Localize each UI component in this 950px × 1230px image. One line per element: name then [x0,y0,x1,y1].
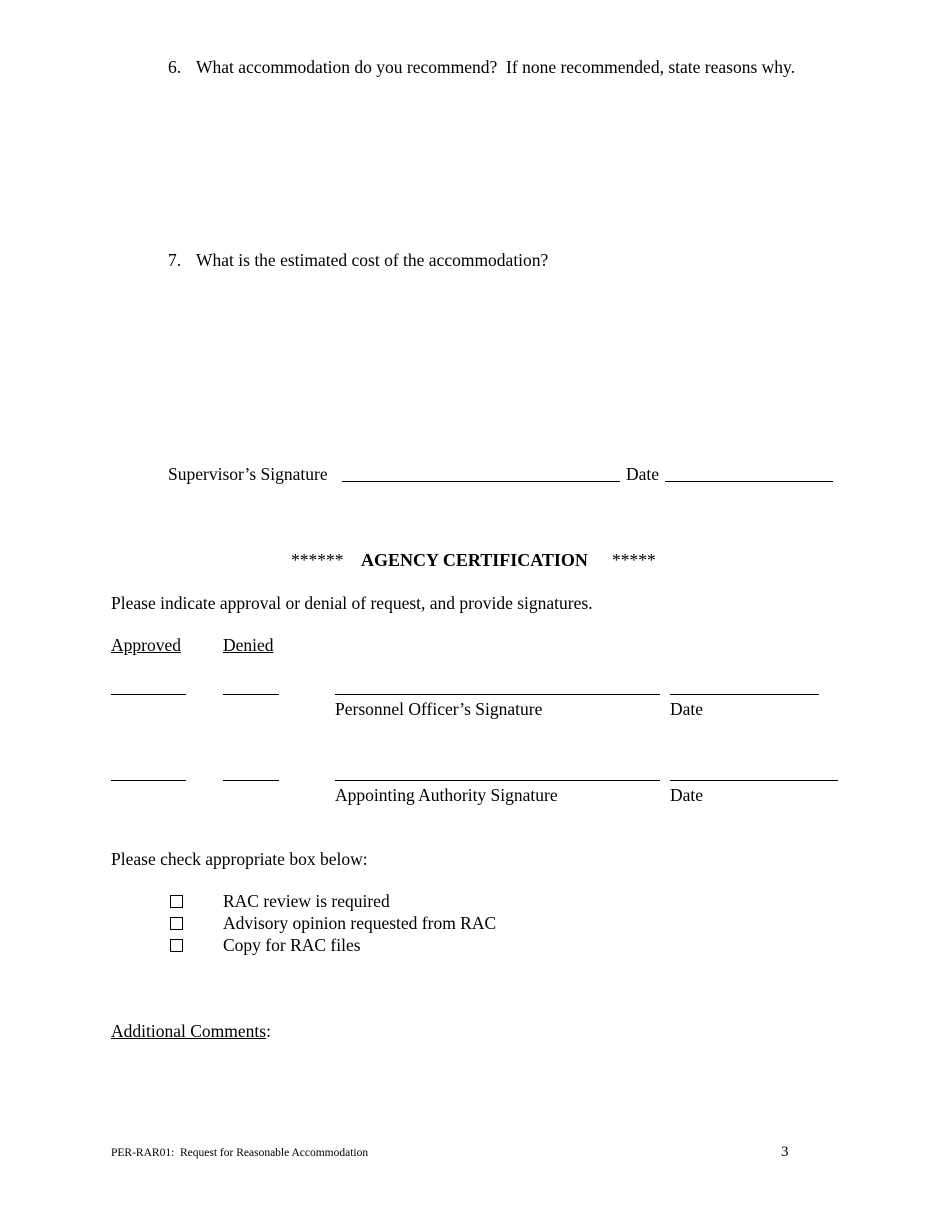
footer-form-id: PER-RAR01: Request for Reasonable Accommodation [111,1147,369,1159]
personnel-signature-label: Personnel Officer’s Signature [335,699,543,719]
appointing-approved-blank[interactable] [111,780,186,781]
personnel-denied-blank[interactable] [223,694,279,695]
personnel-date-line[interactable] [670,694,819,695]
heading-stars-left: ****** [291,550,344,570]
personnel-approved-blank[interactable] [111,694,186,695]
checkbox-copy-rac-files[interactable] [170,939,183,952]
checkbox-rac-review[interactable] [170,895,183,908]
checkbox-advisory-opinion[interactable] [170,917,183,930]
option-copy-rac-files-label: Copy for RAC files [223,935,361,955]
agency-certification-heading: AGENCY CERTIFICATION [361,550,588,570]
option-rac-review-label: RAC review is required [223,891,390,911]
supervisor-signature-line[interactable] [342,481,620,482]
denied-column-header: Denied [223,635,274,655]
supervisor-date-label: Date [626,464,660,484]
appointing-denied-blank[interactable] [223,780,279,781]
supervisor-date-line[interactable] [665,481,833,482]
personnel-date-label: Date [670,699,704,719]
additional-comments-colon: : [266,1021,271,1041]
heading-stars-right: ***** [612,550,656,570]
appointing-date-line[interactable] [670,780,838,781]
question-7-text: What is the estimated cost of the accommodation? [196,250,549,270]
question-6-text: What accommodation do you recommend? If none recommended, state reasons why. [196,57,796,77]
option-advisory-opinion-label: Advisory opinion requested from RAC [223,913,497,933]
page-number: 3 [781,1144,789,1160]
question-6-number: 6. [168,57,182,77]
checkbox-instruction: Please check appropriate box below: [111,849,368,869]
appointing-signature-label: Appointing Authority Signature [335,785,558,805]
additional-comments-heading [111,1021,271,1041]
question-7-number: 7. [168,250,182,270]
supervisor-signature-label: Supervisor’s Signature [168,464,328,484]
certification-instruction: Please indicate approval or denial of request, and provide signatures. [111,593,593,613]
appointing-signature-line[interactable] [335,780,660,781]
personnel-signature-line[interactable] [335,694,660,695]
approved-column-header: Approved [111,635,181,655]
additional-comments-label: Additional Comments [111,1021,267,1041]
appointing-date-label: Date [670,785,704,805]
